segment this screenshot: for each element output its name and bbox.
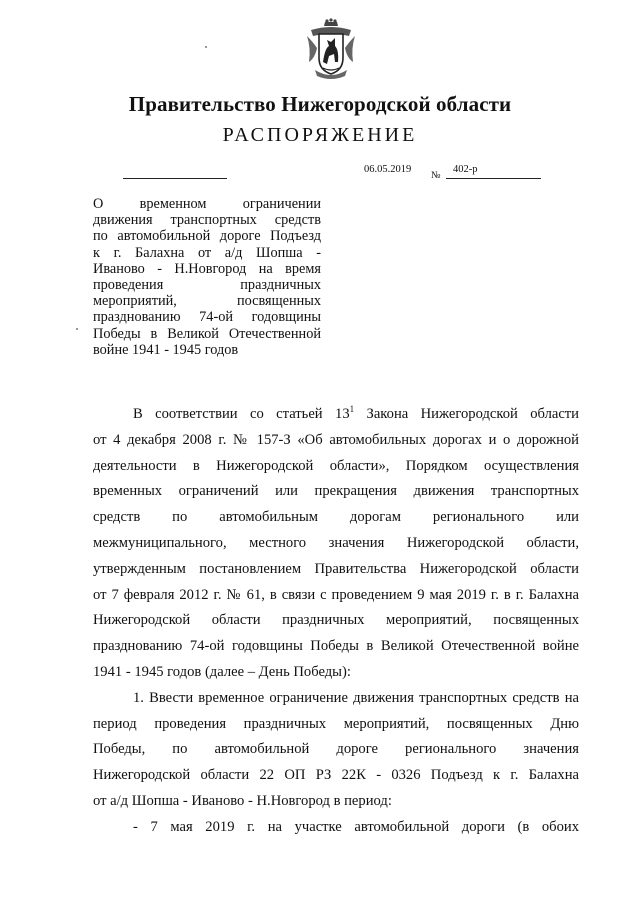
body-line: межмуниципального, местного значения Нижегородской области, <box>93 534 579 551</box>
body-line: 1941 - 1945 годов (далее – День Победы): <box>93 663 351 680</box>
article-superscript: 1 <box>349 404 355 414</box>
subject-line: Победы в Великой Отечественной <box>93 325 321 342</box>
coat-of-arms-emblem <box>305 18 357 80</box>
subject-line: проведения праздничных <box>93 277 321 294</box>
body-text: Закона Нижегородской области <box>354 406 579 422</box>
subject-line: движения транспортных средств <box>93 212 321 229</box>
document-date: 06.05.2019 <box>364 164 412 175</box>
date-underline-left <box>123 178 227 179</box>
item-1-paragraph <box>93 686 579 815</box>
body-line: от 7 февраля 2012 г. № 61, в связи с проведением 9 мая 2019 г. в г. Балахна <box>93 586 579 603</box>
document-body <box>93 402 579 841</box>
body-line: период проведения праздничных мероприятий, посвященных Дню <box>93 715 579 732</box>
sub-item-paragraph <box>93 815 579 841</box>
subject-line: празднованию 74-ой годовщины <box>93 309 321 326</box>
document-number: 402-р <box>453 164 478 175</box>
body-line: деятельности в Нижегородской области», Порядком осуществления <box>93 457 579 474</box>
document-type: РАСПОРЯЖЕНИЕ <box>222 124 418 146</box>
number-underline <box>446 178 541 179</box>
preamble-paragraph <box>93 402 579 686</box>
organization-title: Правительство Нижегородской области <box>128 92 512 116</box>
subject-line: мероприятий, посвященных <box>93 293 321 310</box>
body-text: В соответствии со статьей 13 <box>133 406 350 422</box>
document-subject <box>93 196 321 358</box>
body-line: Нижегородской области праздничных мероприятий, посвященных <box>93 612 579 629</box>
body-line: Нижегородской области 22 ОП РЗ 22К - 0326 Подъезд к г. Балахна <box>93 767 579 784</box>
body-line: временных ограничений или прекращения движения транспортных <box>93 483 579 500</box>
subject-line: войне 1941 - 1945 годов <box>93 341 239 358</box>
body-line: от а/д Шопша - Иваново - Н.Новгород в период: <box>93 792 392 809</box>
subject-line: к г. Балахна от а/д Шопша - <box>93 244 321 261</box>
subject-line: О временном ограничении <box>93 196 321 212</box>
body-line: празднованию 74-ой годовщины Победы в Великой Отечественной войне <box>93 638 579 655</box>
body-line <box>93 402 579 428</box>
subject-line: Иваново - Н.Новгород на время <box>93 260 321 277</box>
body-line: 1. Ввести временное ограничение движения транспортных средств на <box>133 689 579 706</box>
scan-speck <box>76 328 78 330</box>
body-line: средств по автомобильным дорогам регионального или <box>93 509 579 526</box>
body-line: - 7 мая 2019 г. на участке автомобильной дороги (в обоих <box>133 818 579 835</box>
body-line: утвержденным постановлением Правительства Нижегородской области <box>93 560 579 577</box>
subject-line: по автомобильной дороге Подъезд <box>93 228 321 245</box>
body-line: Победы, по автомобильной дороге регионального значения <box>93 741 579 758</box>
body-line: от 4 декабря 2008 г. № 157-З «Об автомобильных дорогах и о дорожной <box>93 431 579 448</box>
scan-speck <box>205 46 207 48</box>
number-label: № <box>431 170 441 181</box>
